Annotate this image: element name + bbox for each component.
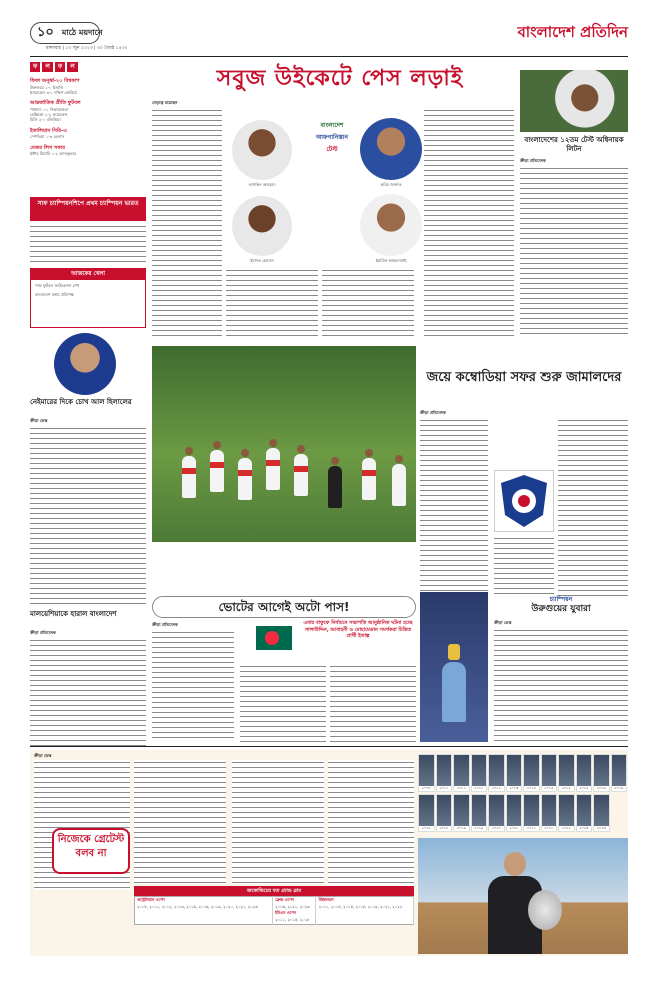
trophy-year: ২০১৮ (419, 826, 434, 831)
autopass-credit: ক্রীড়া প্রতিবেদক (152, 622, 178, 627)
trophy-year: ২০১৫ (559, 786, 574, 791)
trophy-year: ২০১৫ (577, 786, 592, 791)
tag-letter: ল (67, 62, 77, 72)
football-tags (30, 62, 146, 72)
result-line: স্পেজিয়া ১-৩ হেলাস (30, 134, 65, 140)
result-line: উরুগুয়ে ১-০ ইতালি (30, 84, 64, 90)
table-col-header: ইউএস ওপেন (273, 910, 316, 917)
page-number-box (30, 22, 103, 44)
today-box (30, 268, 146, 328)
trophy-thumb (523, 794, 540, 832)
result-block (30, 145, 146, 157)
trophy-thumb (506, 794, 523, 832)
today-heading: আজকের খেলা (31, 269, 145, 280)
player-photo-ebadot (232, 196, 292, 256)
trophy-thumb (453, 794, 470, 832)
trophy-thumb (436, 794, 453, 832)
face-caption: ইবাদত হোসেন (250, 258, 274, 263)
autopass-callout: এবার বাফুফে নির্বাচনে সভাপতি আনুষ্ঠানিক ঘটনা হচ্ছে সালাউদ্দিন, আবাহনী ও মোহামেডান সমর্থকরা চিন্তিত প্রার্থী ইতাল্প (303, 620, 413, 639)
uruguay-photo (420, 592, 488, 742)
trophy-year: ২০২০ (489, 826, 504, 831)
team-afghanistan: আফগানিস্তান (316, 134, 348, 141)
trophy-thumb (558, 794, 575, 832)
trophy-year: ২০১৬ (594, 786, 609, 791)
trophy-thumb (576, 794, 593, 832)
result-title: ফিফা অনূর্ধ্ব-২০ বিশ্বকাপ (30, 78, 80, 85)
djokovic-credit: ক্রীড়া ডেস্ক (34, 753, 52, 758)
table-cell: ২০১১, ২০১৪, ২০১৫, ২০১৮, ২০১৯, ২০২১, ২০২২ (316, 904, 414, 911)
liton-credit: ক্রীড়া প্রতিবেদক (520, 158, 546, 163)
champion-block (494, 596, 628, 615)
liton-headline: বাংলাদেশের ১২তম টেস্ট অধিনায়ক লিটন (524, 136, 624, 153)
result-title: আন্তর্জাতিক প্রীতি ফুটবল (30, 100, 81, 107)
trophy-thumb (611, 754, 628, 792)
result-line: ইসরায়েল ৩-১ দক্ষিণ কোরিয়া (30, 90, 77, 96)
player-photo-yamin (360, 194, 422, 256)
football-body-col1 (420, 418, 488, 598)
format-label: টেস্ট (326, 146, 338, 153)
autopass-body-col1 (152, 630, 234, 742)
logo-text: বাংলাদেশ প্রতিদিন (517, 23, 628, 41)
trophy-year: ২০১২ (489, 786, 504, 791)
trophy-year: ২০১৯ (454, 826, 469, 831)
trophy-thumb (488, 754, 505, 792)
face-caption: ইয়ামিন আহমদজাই (375, 258, 407, 263)
trophy-thumb (593, 754, 610, 792)
main-body-col3 (322, 268, 414, 338)
player-photo-karim (360, 118, 422, 180)
djokovic-body-col3 (232, 760, 324, 884)
trophy-year: ২০১৬ (612, 786, 627, 791)
bff-flag-logo (254, 618, 294, 658)
trophy-thumb (523, 754, 540, 792)
face-caption: করিম জানাত (380, 182, 402, 187)
autopass-body-col3 (330, 664, 416, 742)
today-item-2: বাংলাদেশ বনাম প্রতিপক্ষ (35, 291, 74, 297)
neymar-credit: ক্রীড়া ডেস্ক (30, 418, 48, 423)
table-cell: ২০১১, ২০১৫, ২০১৮ (273, 917, 316, 924)
page-number: ১০ (37, 25, 54, 41)
liton-photo (520, 70, 628, 132)
neymar-photo (54, 333, 116, 395)
trophy-thumb (471, 794, 488, 832)
saff-headline: সাফ চ্যাম্পিয়নশিপে প্রথম চ্যাম্পিয়ন ভারত (30, 197, 146, 221)
trophy-grid (418, 754, 628, 834)
masthead-logo[interactable] (517, 22, 628, 42)
trophy-thumb (418, 794, 435, 832)
trophy-thumb (506, 754, 523, 792)
tag-letter: ফ (30, 62, 40, 72)
main-headline: সবুজ উইকেটে পেস লড়াই (216, 66, 464, 91)
malaysia-credit: ক্রীড়া প্রতিবেদক (30, 630, 56, 635)
result-block (30, 78, 146, 95)
table-cell: ২০০৮, ২০১১, ২০১২, ২০১৩, ২০১৫, ২০১৬, ২০১৯, ২০২০, ২০২১, ২০২৩ (135, 904, 273, 911)
football-body-col2 (558, 418, 628, 598)
trophy-thumb (541, 754, 558, 792)
table-col-header: অস্ট্রেলিয়ান ওপেন (135, 896, 273, 903)
result-line: পানামা ০-১ নিকারাগুয়া (30, 107, 68, 112)
trophy-year: ২০১৫ (542, 786, 557, 791)
trophy-thumb (488, 794, 505, 832)
trophy-thumb (593, 794, 610, 832)
djokovic-quote: নিজেকে গ্রেটেস্ট বলব না (52, 828, 130, 874)
trophy-thumb (471, 754, 488, 792)
results-list (30, 78, 146, 156)
table-col-header: উইম্বলডন (316, 896, 414, 903)
trophy-thumb (436, 754, 453, 792)
trophy-year: ২০২২ (559, 826, 574, 831)
trophy-year: ২০১১ (437, 786, 452, 791)
trophy-year: ২০২৩ (594, 826, 609, 831)
team-bangladesh: বাংলাদেশ (320, 122, 344, 129)
main-credit: নেতৃত্বে রয়েছেন (152, 100, 178, 105)
tag-letter: ল (42, 62, 52, 72)
djokovic-photo (418, 838, 628, 954)
trophy-year: ২০১৩ (507, 786, 522, 791)
table-col-header: ফ্রেঞ্চ ওপেন (273, 896, 316, 903)
malaysia-headline: মালয়েশিয়াকে হারাল বাংলাদেশ (30, 610, 117, 618)
result-title: মেজর লিগ সকার (30, 144, 65, 151)
trophy-year: ২০১৮ (437, 826, 452, 831)
issue-date: মঙ্গলবার | ১৩ জুন ২০২৩ | ৩০ জ্যৈষ্ঠ ১৪৩০ (46, 46, 128, 51)
grand-slam-table (134, 886, 414, 954)
football-headline: জয়ে কম্বোডিয়া সফর শুরু জামালদের (426, 370, 622, 385)
result-title: ইতালিয়ান সিরি-এ (30, 127, 67, 134)
djokovic-body-col2 (134, 760, 226, 884)
header-rule (30, 56, 628, 57)
result-line: মেক্সিকো ২-২ ক্যামেরুন (30, 112, 68, 118)
main-body-col2 (226, 268, 318, 338)
trophy-year: ২০২১ (542, 826, 557, 831)
section-title: মাঠে ময়দানে (61, 27, 103, 37)
saff-body (30, 224, 146, 262)
neymar-body (30, 426, 146, 604)
result-block (30, 100, 146, 122)
left-column (30, 62, 146, 157)
result-block (30, 128, 146, 140)
autopass-body-col2 (240, 664, 326, 742)
result-line: চিলি ২-০ বলিভিয়া (30, 117, 61, 123)
today-item: সাফ ফুটবল ফাউন্ডেশন শেখ (35, 283, 80, 289)
neymar-headline: নেইমারের দিকে চোখ আল হিলালের (30, 398, 132, 406)
trophy-year: ২০১১ (472, 786, 487, 791)
trophy-year: ২০১১ (454, 786, 469, 791)
main-body-col4 (424, 108, 514, 338)
djokovic-body-col4 (328, 760, 414, 890)
bangladesh-flag-icon (254, 618, 294, 658)
trophy-thumb (576, 754, 593, 792)
tag-letter: ফ (55, 62, 65, 72)
trophy-thumb (453, 754, 470, 792)
football-body-col3 (494, 536, 554, 598)
trophy-year: ২০২১ (507, 826, 522, 831)
trophy-year: ২০২৩ (577, 826, 592, 831)
slam-table (134, 896, 414, 925)
section-rule (30, 746, 628, 747)
trophy-year: ২০০৮ (419, 786, 434, 791)
autopass-headline: ভোটের আগেই অটো পাস! (152, 596, 416, 618)
trophy-thumb (418, 754, 435, 792)
table-cell: ২০১৬, ২০২১, ২০২৩ (273, 904, 316, 911)
vs-block (302, 120, 362, 156)
bff-emblem-icon (495, 471, 553, 531)
player-photo-taskin (232, 120, 292, 180)
trophy-thumb (558, 754, 575, 792)
bff-logo (494, 470, 554, 532)
result-line: ইন্টার মিয়ামি ১-২ ভ্যানকুভার (30, 151, 77, 157)
champion-credit: ক্রীড়া ডেস্ক (494, 620, 512, 625)
trophy-thumb (541, 794, 558, 832)
football-team-photo (152, 346, 416, 542)
champion-headline: উরুগুয়ের যুবারা (531, 604, 591, 615)
champion-kicker: চ্যাম্পিয়ন (549, 596, 573, 603)
face-caption: তাসকিন আহমেদ (248, 182, 276, 187)
football-credit: ক্রীড়া প্রতিবেদক (420, 410, 446, 415)
main-body-col1 (152, 108, 222, 338)
trophy-year: ২০১৯ (472, 826, 487, 831)
champion-body (494, 628, 628, 742)
trophy-year: ২০২১ (524, 826, 539, 831)
liton-body (520, 166, 628, 338)
trophy-year: ২০১৪ (524, 786, 539, 791)
table-title: জকোভিচের যত গ্র্যান্ড স্লাম (134, 886, 414, 896)
